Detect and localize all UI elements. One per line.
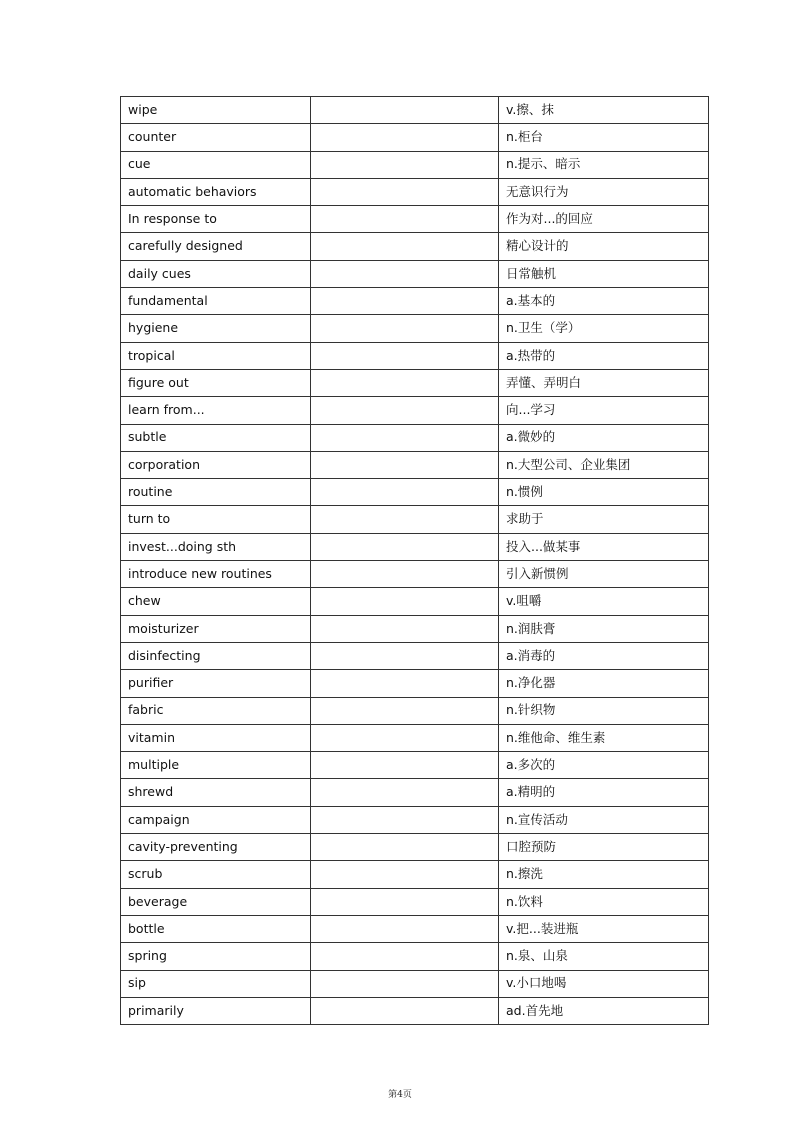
chinese-meaning-cell: v.擦、抹: [499, 97, 709, 124]
english-term-cell: chew: [121, 588, 311, 615]
table-row: [121, 233, 709, 260]
chinese-meaning-cell: a.精明的: [499, 779, 709, 806]
table-row: [121, 615, 709, 642]
chinese-meaning-cell: a.基本的: [499, 288, 709, 315]
chinese-meaning-cell: 弄懂、弄明白: [499, 369, 709, 396]
english-term-cell: multiple: [121, 752, 311, 779]
table-row: [121, 288, 709, 315]
english-term-cell: invest...doing sth: [121, 533, 311, 560]
english-term-cell: disinfecting: [121, 642, 311, 669]
table-row: [121, 997, 709, 1024]
english-term-cell: fundamental: [121, 288, 311, 315]
english-term-cell: subtle: [121, 424, 311, 451]
chinese-meaning-cell: 精心设计的: [499, 233, 709, 260]
english-term-cell: daily cues: [121, 260, 311, 287]
table-row: [121, 915, 709, 942]
table-row: [121, 506, 709, 533]
english-term-cell: fabric: [121, 697, 311, 724]
chinese-meaning-cell: n.饮料: [499, 888, 709, 915]
english-term-cell: hygiene: [121, 315, 311, 342]
blank-cell: [311, 397, 499, 424]
table-row: [121, 888, 709, 915]
table-row: [121, 697, 709, 724]
table-row: [121, 479, 709, 506]
table-row: [121, 369, 709, 396]
english-term-cell: automatic behaviors: [121, 178, 311, 205]
english-term-cell: shrewd: [121, 779, 311, 806]
blank-cell: [311, 506, 499, 533]
table-row: [121, 970, 709, 997]
english-term-cell: bottle: [121, 915, 311, 942]
english-term-cell: sip: [121, 970, 311, 997]
chinese-meaning-cell: a.微妙的: [499, 424, 709, 451]
english-term-cell: turn to: [121, 506, 311, 533]
table-row: [121, 178, 709, 205]
vocabulary-table-body: [121, 97, 709, 1025]
english-term-cell: campaign: [121, 806, 311, 833]
english-term-cell: carefully designed: [121, 233, 311, 260]
english-term-cell: beverage: [121, 888, 311, 915]
blank-cell: [311, 97, 499, 124]
blank-cell: [311, 588, 499, 615]
chinese-meaning-cell: n.泉、山泉: [499, 943, 709, 970]
english-term-cell: figure out: [121, 369, 311, 396]
table-row: [121, 315, 709, 342]
blank-cell: [311, 288, 499, 315]
table-row: [121, 724, 709, 751]
english-term-cell: learn from...: [121, 397, 311, 424]
blank-cell: [311, 697, 499, 724]
chinese-meaning-cell: 口腔预防: [499, 834, 709, 861]
chinese-meaning-cell: v.小口地喝: [499, 970, 709, 997]
chinese-meaning-cell: n.宣传活动: [499, 806, 709, 833]
blank-cell: [311, 479, 499, 506]
english-term-cell: scrub: [121, 861, 311, 888]
table-row: [121, 806, 709, 833]
blank-cell: [311, 915, 499, 942]
english-term-cell: In response to: [121, 206, 311, 233]
english-term-cell: tropical: [121, 342, 311, 369]
vocabulary-table: [120, 96, 709, 1025]
english-term-cell: spring: [121, 943, 311, 970]
chinese-meaning-cell: n.柜台: [499, 124, 709, 151]
blank-cell: [311, 342, 499, 369]
chinese-meaning-cell: 无意识行为: [499, 178, 709, 205]
chinese-meaning-cell: n.大型公司、企业集团: [499, 451, 709, 478]
blank-cell: [311, 752, 499, 779]
table-row: [121, 342, 709, 369]
chinese-meaning-cell: v.把...装进瓶: [499, 915, 709, 942]
chinese-meaning-cell: 作为对...的回应: [499, 206, 709, 233]
english-term-cell: counter: [121, 124, 311, 151]
english-term-cell: moisturizer: [121, 615, 311, 642]
table-row: [121, 260, 709, 287]
chinese-meaning-cell: 向...学习: [499, 397, 709, 424]
chinese-meaning-cell: n.净化器: [499, 670, 709, 697]
blank-cell: [311, 260, 499, 287]
blank-cell: [311, 151, 499, 178]
chinese-meaning-cell: n.维他命、维生素: [499, 724, 709, 751]
table-row: [121, 151, 709, 178]
table-row: [121, 752, 709, 779]
table-row: [121, 670, 709, 697]
blank-cell: [311, 670, 499, 697]
chinese-meaning-cell: n.提示、暗示: [499, 151, 709, 178]
chinese-meaning-cell: ad.首先地: [499, 997, 709, 1024]
blank-cell: [311, 615, 499, 642]
chinese-meaning-cell: v.咀嚼: [499, 588, 709, 615]
blank-cell: [311, 997, 499, 1024]
blank-cell: [311, 178, 499, 205]
blank-cell: [311, 369, 499, 396]
table-row: [121, 97, 709, 124]
english-term-cell: routine: [121, 479, 311, 506]
blank-cell: [311, 451, 499, 478]
page-number: 第4页: [388, 1090, 412, 1100]
chinese-meaning-cell: n.惯例: [499, 479, 709, 506]
table-row: [121, 124, 709, 151]
english-term-cell: vitamin: [121, 724, 311, 751]
table-row: [121, 533, 709, 560]
table-row: [121, 642, 709, 669]
blank-cell: [311, 206, 499, 233]
english-term-cell: cue: [121, 151, 311, 178]
blank-cell: [311, 533, 499, 560]
english-term-cell: introduce new routines: [121, 561, 311, 588]
blank-cell: [311, 642, 499, 669]
english-term-cell: cavity-preventing: [121, 834, 311, 861]
blank-cell: [311, 861, 499, 888]
chinese-meaning-cell: 日常触机: [499, 260, 709, 287]
blank-cell: [311, 970, 499, 997]
blank-cell: [311, 806, 499, 833]
table-row: [121, 451, 709, 478]
chinese-meaning-cell: a.多次的: [499, 752, 709, 779]
chinese-meaning-cell: n.针织物: [499, 697, 709, 724]
english-term-cell: primarily: [121, 997, 311, 1024]
table-row: [121, 834, 709, 861]
chinese-meaning-cell: a.消毒的: [499, 642, 709, 669]
table-row: [121, 561, 709, 588]
table-row: [121, 424, 709, 451]
blank-cell: [311, 834, 499, 861]
table-row: [121, 206, 709, 233]
table-row: [121, 779, 709, 806]
chinese-meaning-cell: n.润肤膏: [499, 615, 709, 642]
chinese-meaning-cell: a.热带的: [499, 342, 709, 369]
blank-cell: [311, 779, 499, 806]
blank-cell: [311, 233, 499, 260]
chinese-meaning-cell: 求助于: [499, 506, 709, 533]
blank-cell: [311, 315, 499, 342]
blank-cell: [311, 124, 499, 151]
table-row: [121, 588, 709, 615]
blank-cell: [311, 888, 499, 915]
blank-cell: [311, 424, 499, 451]
chinese-meaning-cell: 投入...做某事: [499, 533, 709, 560]
table-row: [121, 397, 709, 424]
english-term-cell: corporation: [121, 451, 311, 478]
english-term-cell: wipe: [121, 97, 311, 124]
blank-cell: [311, 561, 499, 588]
blank-cell: [311, 724, 499, 751]
english-term-cell: purifier: [121, 670, 311, 697]
blank-cell: [311, 943, 499, 970]
table-row: [121, 861, 709, 888]
table-row: [121, 943, 709, 970]
chinese-meaning-cell: 引入新惯例: [499, 561, 709, 588]
chinese-meaning-cell: n.卫生（学）: [499, 315, 709, 342]
chinese-meaning-cell: n.擦洗: [499, 861, 709, 888]
